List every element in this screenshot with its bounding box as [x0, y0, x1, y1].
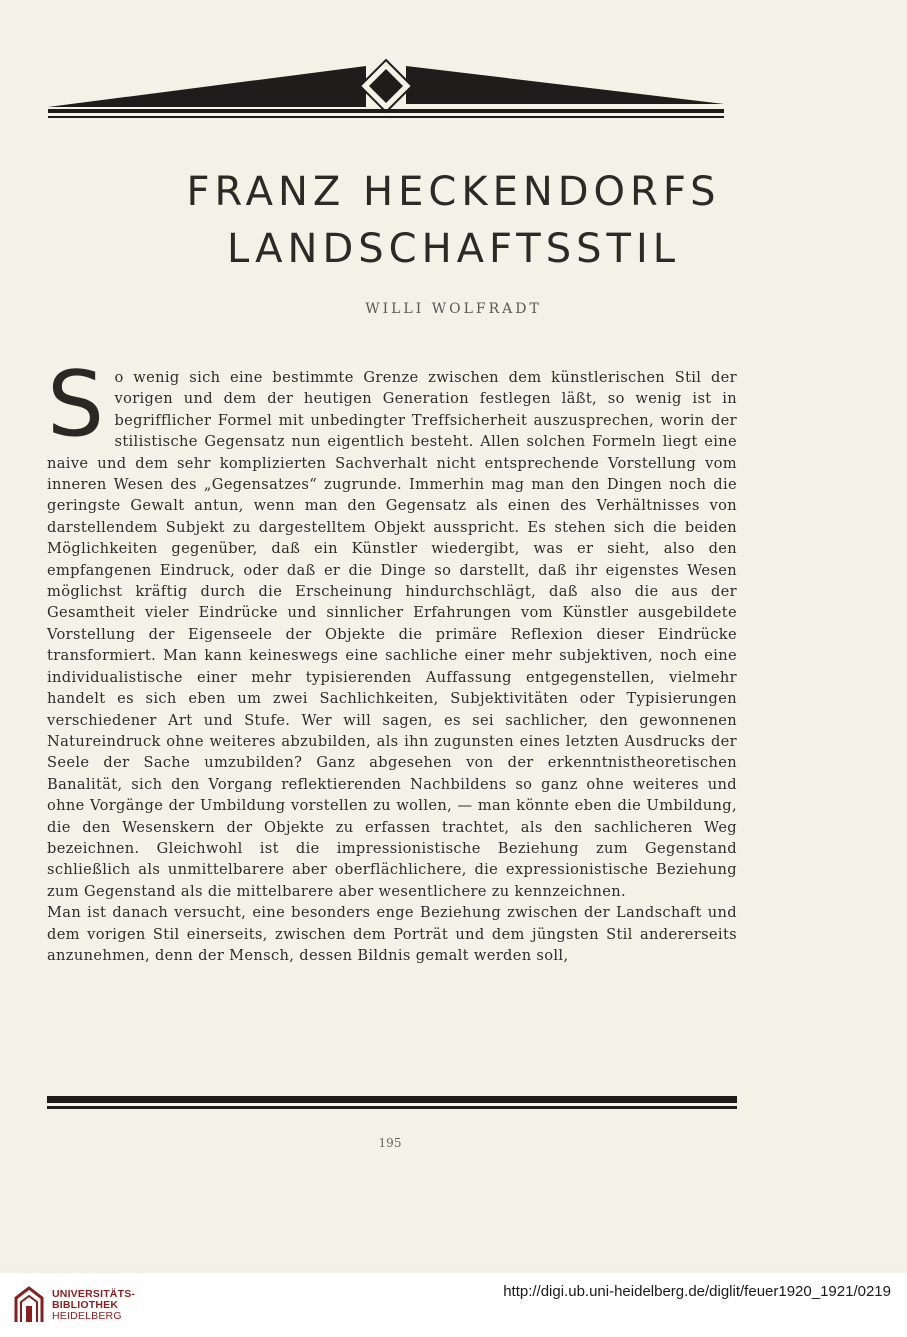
article-title-line-2: LANDSCHAFTSSTIL — [226, 226, 681, 272]
university-library-logo-icon — [12, 1284, 46, 1326]
library-name: UNIVERSITÄTS- BIBLIOTHEK HEIDELBERG — [52, 1288, 136, 1322]
article-author: WILLI WOLFRADT — [365, 301, 542, 317]
paragraph-2: Man ist danach versucht, eine besonders enge Beziehung zwischen der Landschaft und dem vorigen Stil einerseits, zwischen dem Porträt und dem jüngsten Stil andererseits anzunehmen, denn der Mensch, dessen Bildnis gemalt werden soll, — [47, 904, 737, 964]
drop-cap: S — [47, 352, 105, 457]
digitization-footer — [0, 1273, 907, 1337]
paragraph-1 — [47, 352, 737, 902]
source-url[interactable]: http://digi.ub.uni-heidelberg.de/diglit/feuer1920_1921/0219 — [503, 1283, 891, 1300]
header-ornament — [46, 58, 726, 120]
article-body — [47, 352, 737, 966]
footer-rule — [47, 1096, 737, 1110]
page-number: 195 — [378, 1136, 402, 1150]
paragraph-1-text: o wenig sich eine bestimmte Grenze zwischen dem künstlerischen Stil der vorigen und dem der heutigen Generation festlegen läßt, so wenig ist in begrifflicher Formel mit unbedingter Treffsicherheit auszusprechen, worin der stilistische Gegensatz nun eigentlich besteht. Allen solchen Formeln liegt eine naive und dem sehr komplizierten Sachverhalt nicht entsprechende Vorstellung vom inneren Wesen des „Gegensatzes“ zugrunde. Immerhin mag man den Dingen noch die geringste Gewalt antun, wenn man den Gegensatz als einen des Verhältnisses von darstellendem Subjekt zu dargestelltem Objekt ausspricht. Es stehen sich die beiden Möglichkeiten gegenüber, daß ein Künstler wiedergibt, was er sieht, also den empfangenen Eindruck, oder daß er die Dinge so darstellt, daß ihr eigenstes Wesen möglichst kräftig durch die Erscheinung hindurchschlägt, daß also die aus der Gesamtheit vieler Eindrücke und sinnlicher Erfahrungen vom Künstler ausgebildete Vorstellung der Eigenseele der Objekte die primäre Reflexion dieser Eindrücke transformiert. Man kann keineswegs eine sachliche einer mehr subjektiven, noch eine individualistische einer mehr typisierenden Auffassung entgegenstellen, vielmehr handelt es sich eben um zwei Sachlichkeiten, Subjektivitäten oder Typisierungen verschiedener Art und Stufe. Wer will sagen, es sei sachlicher, den gewonnenen Natureindruck ohne weiteres abzubilden, als ihn zugunsten eines letzten Ausdrucks der Seele der Sache umzubilden? Ganz abgesehen von der erkenntnistheoretischen Banalität, sich den Vorgang reflektierenden Nachbildens so ganz ohne weiteres und ohne Vorgänge der Umbildung vorstellen zu wollen, — man könnte eben die Umbildung, die den Wesenskern der Objekte zu erfassen trachtet, als den sachlicheren Weg bezeichnen. Gleichwohl ist die impressionistische Beziehung zum Gegenstand schließlich als unmittelbarere aber oberflächlichere, die expressionistische Beziehung zum Gegenstand als die mittelbarere aber wesentlichere zu kennzeichnen. — [47, 369, 737, 900]
article-title-line-1: FRANZ HECKENDORFS — [186, 169, 721, 215]
